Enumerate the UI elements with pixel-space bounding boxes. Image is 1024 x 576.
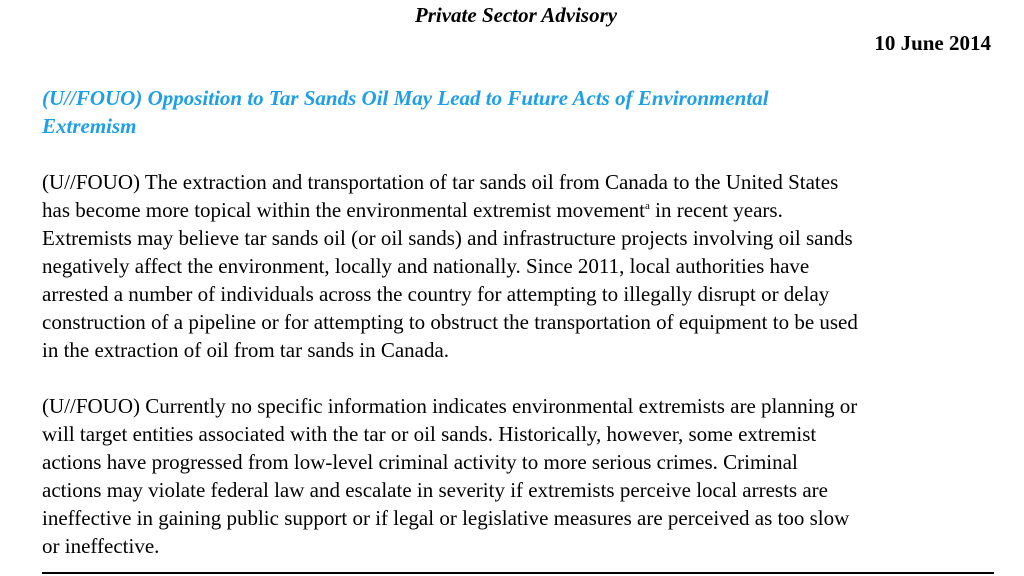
paragraph-1-line-text: in recent years.: [649, 198, 783, 222]
document-date: 10 June 2014: [874, 31, 991, 55]
bottom-divider: [42, 572, 994, 574]
headline-line-1: (U//FOUO) Opposition to Tar Sands Oil May Lead to Future Acts of Environmental: [42, 86, 769, 110]
paragraph-1-line: Extremists may believe tar sands oil (or oil sands) and infrastructure projects involving oil sands: [42, 226, 853, 250]
paragraph-1-line: negatively affect the environment, locally and nationally. Since 2011, local authorities have: [42, 254, 810, 278]
footnote-marker: a: [645, 200, 650, 212]
paragraph-2: [42, 392, 1002, 560]
paragraph-2-line: ineffective in gaining public support or if legal or legislative measures are perceived as too slow: [42, 506, 850, 530]
headline-line-2: Extremism: [42, 114, 137, 138]
paragraph-1: [42, 168, 1002, 364]
paragraph-1-line: construction of a pipeline or for attempting to obstruct the transportation of equipment to be used: [42, 310, 858, 334]
paragraph-1-line: (U//FOUO) The extraction and transportation of tar sands oil from Canada to the United States: [42, 170, 839, 194]
paragraph-2-line: actions may violate federal law and escalate in severity if extremists perceive local arrests are: [42, 478, 828, 502]
document-header-title: Private Sector Advisory: [414, 3, 618, 27]
paragraph-1-line-text: has become more topical within the environmental extremist movement: [42, 198, 645, 222]
paragraph-1-line: [42, 196, 1002, 224]
advisory-headline: [42, 84, 942, 140]
paragraph-2-line: or ineffective.: [42, 534, 160, 558]
paragraph-1-line: in the extraction of oil from tar sands in Canada.: [42, 338, 450, 362]
paragraph-2-line: actions have progressed from low-level criminal activity to more serious crimes. Criminal: [42, 450, 798, 474]
paragraph-2-line: (U//FOUO) Currently no specific information indicates environmental extremists are planning or: [42, 394, 858, 418]
paragraph-2-line: will target entities associated with the tar or oil sands. Historically, however, some extremist: [42, 422, 817, 446]
paragraph-1-line: arrested a number of individuals across the country for attempting to illegally disrupt or delay: [42, 282, 830, 306]
